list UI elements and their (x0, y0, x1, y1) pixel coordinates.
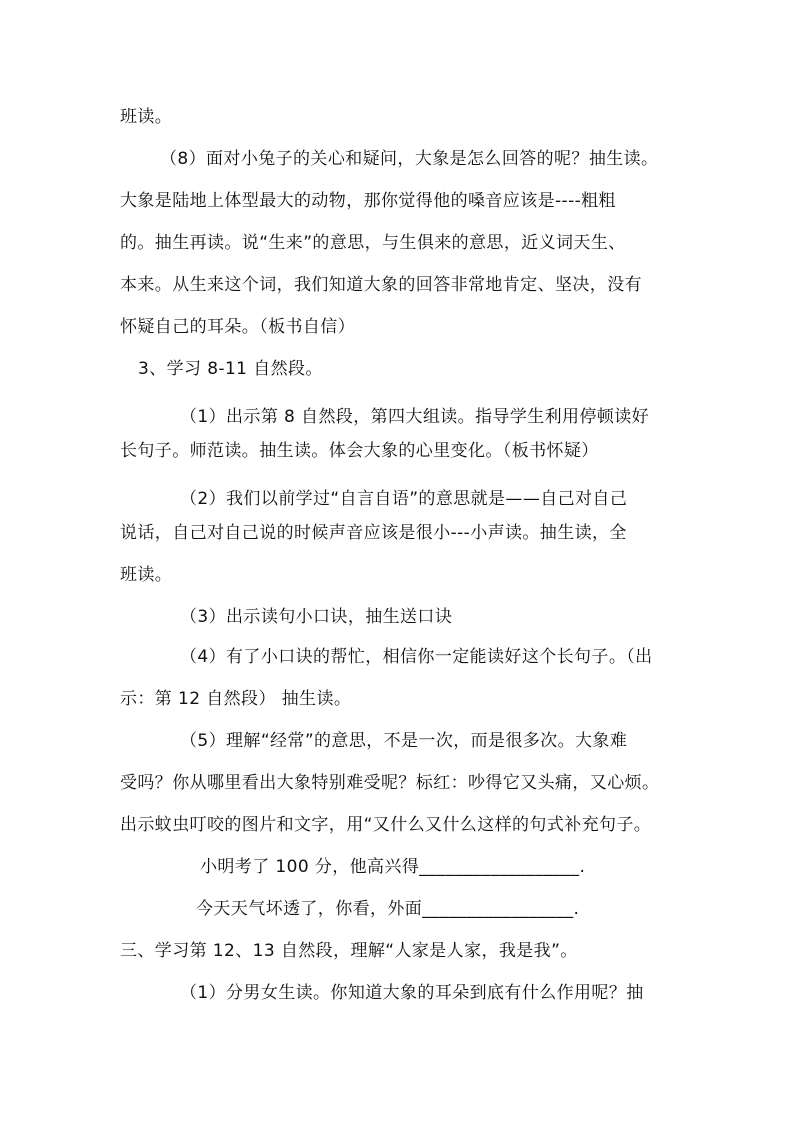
text-line: 本来。从生来这个词，我们知道大象的回答非常地肯定、坚决，没有 (120, 275, 642, 295)
text-line: 出示蚊虫叮咬的图片和文字，用“又什么又什么这样的句式补充句子。 (120, 815, 652, 835)
text-line: 怀疑自己的耳朵。（板书自信） (120, 317, 356, 337)
text-line: 的。抽生再读。说“生来”的意思，与生俱来的意思，近义词天生、 (120, 233, 626, 253)
text-line: 受吗？你从哪里看出大象特别难受呢？标红：吵得它又头痛，又心烦。 (120, 773, 660, 793)
text-line: （4）有了小口诀的帮忙，相信你一定能读好这个长句子。（出 (180, 647, 653, 667)
text-line: 说话，自己对自己说的时候声音应该是很小---小声读。抽生读，全 (120, 523, 627, 543)
text-line: （1）分男女生读。你知道大象的耳朵到底有什么作用呢？抽 (180, 983, 644, 1003)
text-line: 长句子。师范读。抽生读。体会大象的心里变化。（板书怀疑） (120, 441, 599, 461)
text-line: 示：第 12 自然段） 抽生读。 (120, 689, 352, 709)
section-heading: 3、学习 8-11 自然段。 (138, 359, 323, 379)
fill-in-sentence: 小明考了 100 分，他高兴得__________________. (200, 857, 586, 877)
fill-in-sentence: 今天天气坏透了，你看，外面_________________. (196, 899, 580, 919)
text-line: 大象是陆地上体型最大的动物，那你觉得他的嗓音应该是----粗粗 (120, 191, 616, 211)
text-line: （3）出示读句小口诀，抽生送口诀 (180, 607, 453, 627)
text-line: （5）理解“经常”的意思，不是一次，而是很多次。大象难 (180, 731, 628, 751)
text-line: 班读。 (120, 107, 173, 127)
section-heading: 三、学习第 12、13 自然段，理解“人家是人家，我是我”。 (120, 941, 578, 961)
text-line: （2）我们以前学过“自言自语”的意思就是——自己对自己 (180, 489, 628, 509)
text-line: （1）出示第 8 自然段，第四大组读。指导学生利用停顿读好 (180, 407, 650, 427)
text-line: （8）面对小兔子的关心和疑问，大象是怎么回答的呢？抽生读。 (160, 149, 659, 169)
text-line: 班读。 (120, 565, 173, 585)
